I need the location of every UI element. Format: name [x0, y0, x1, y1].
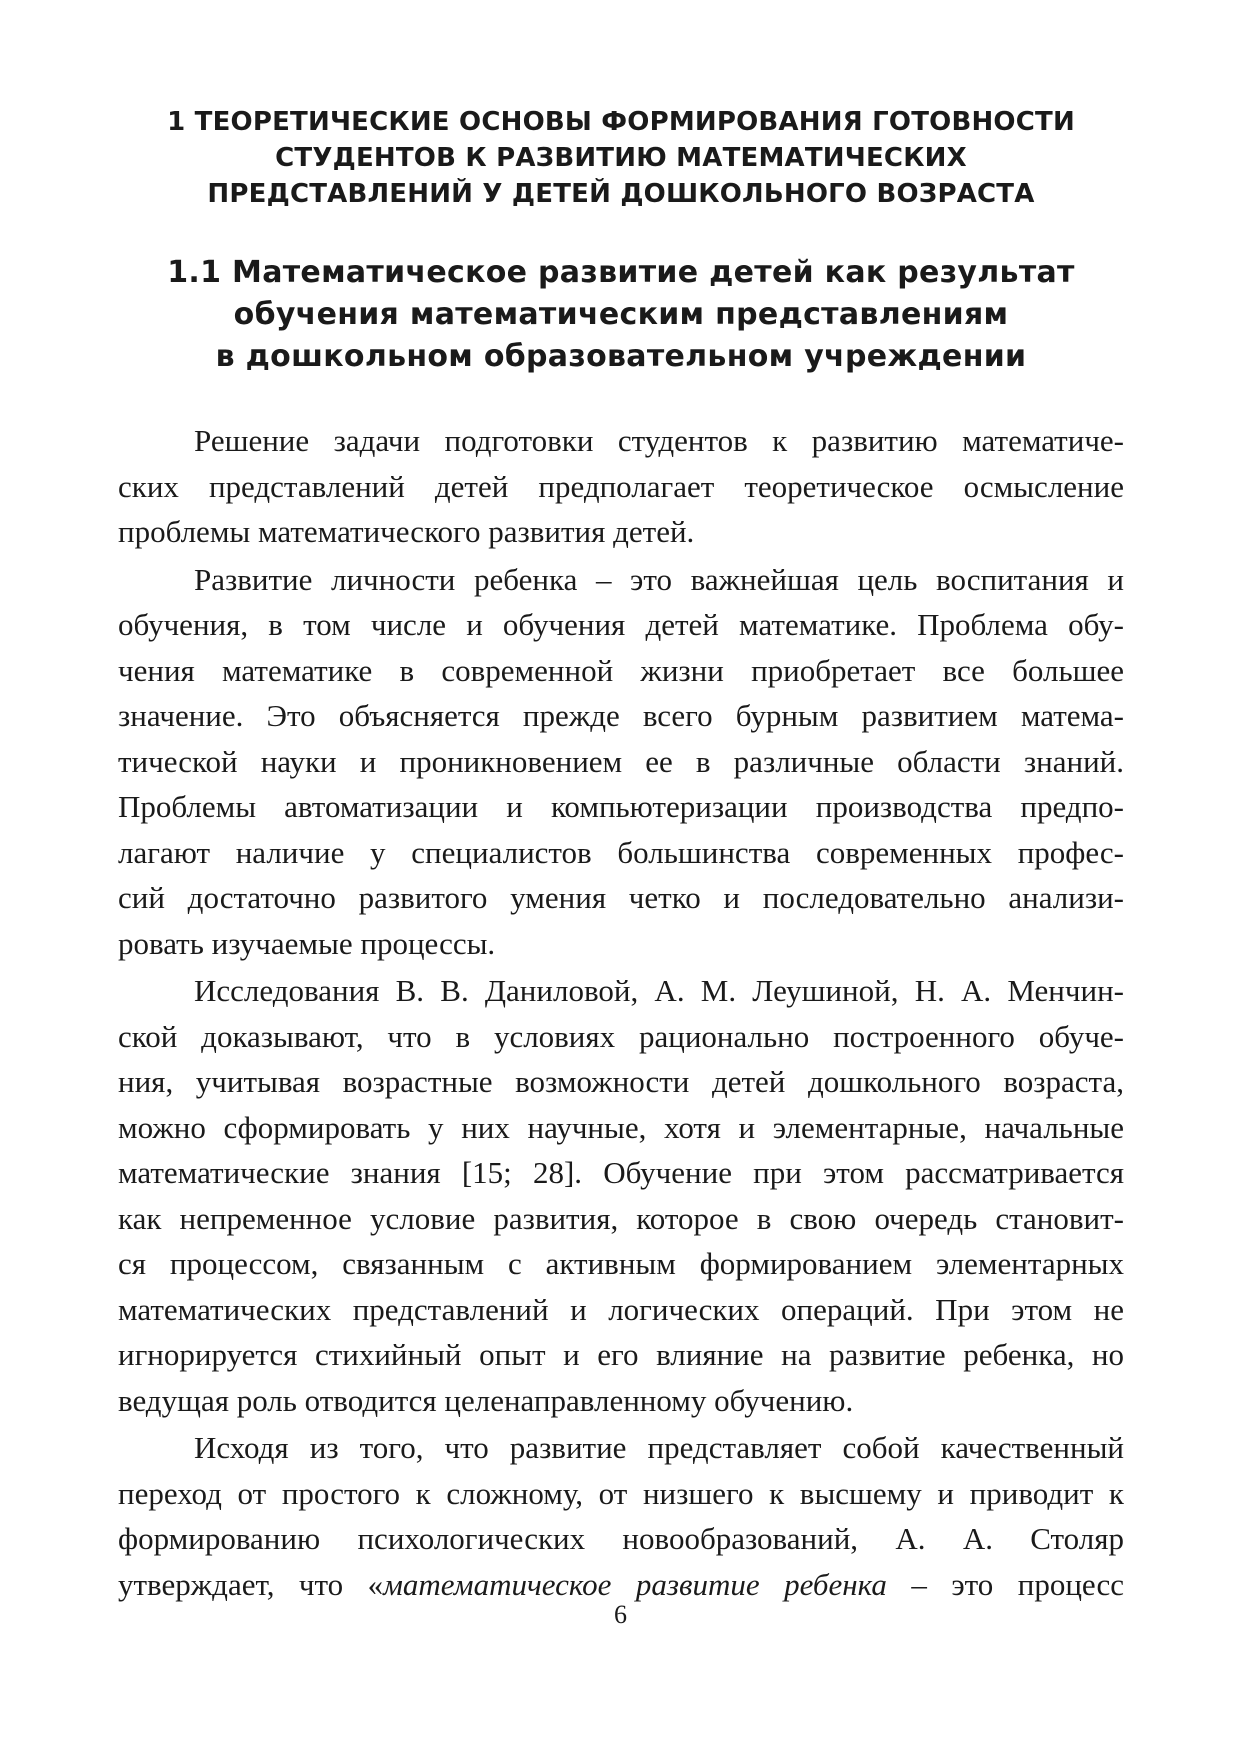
- text-line: можно сформировать у них научные, хотя и элементарные, начальные: [118, 1109, 1124, 1145]
- text-line: как непременное условие развития, которое в свою очередь становит-: [118, 1200, 1124, 1236]
- page-number: 6: [614, 1600, 627, 1629]
- text-line: ских представлений детей предполагает теоретическое осмысление: [118, 468, 1124, 504]
- chapter-title: [118, 104, 1124, 212]
- text-line: формированию психологических новообразований, А. А. Столяр: [118, 1521, 1124, 1556]
- chapter-title-line: СТУДЕНТОВ К РАЗВИТИЮ МАТЕМАТИЧЕСКИХ: [275, 143, 967, 173]
- section-title: [118, 252, 1124, 378]
- chapter-title-line: ПРЕДСТАВЛЕНИЙ У ДЕТЕЙ ДОШКОЛЬНОГО ВОЗРАСТА: [207, 179, 1035, 209]
- text-line: переход от простого к сложному, от низшего к высшему и приводит к: [118, 1475, 1124, 1511]
- text-line: чения математике в современной жизни приобретает все большее: [118, 652, 1124, 688]
- paragraph-4: [118, 1425, 1124, 1607]
- text-line: тической науки и проникновением ее в различные области знаний.: [118, 743, 1124, 779]
- document-page: [118, 104, 1124, 1609]
- body-text: [118, 418, 1124, 1607]
- text-line: лагают наличие у специалистов большинства современных профес-: [118, 834, 1124, 870]
- italic-term: математическое развитие ребенка: [383, 1566, 887, 1602]
- text-line: ской доказывают, что в условиях рационально построенного обуче-: [118, 1018, 1124, 1054]
- section-title-line: в дошкольном образовательном учреждении: [215, 339, 1027, 374]
- chapter-title-line: 1 ТЕОРЕТИЧЕСКИЕ ОСНОВЫ ФОРМИРОВАНИЯ ГОТОВНОСТИ: [167, 107, 1075, 137]
- text-line: сий достаточно развитого умения четко и последовательно анализи-: [118, 880, 1124, 915]
- text-line: Проблемы автоматизации и компьютеризации производства предпо-: [118, 789, 1124, 824]
- text-line: Решение задачи подготовки студентов к развитию математиче-: [194, 423, 1124, 458]
- section-title-line: обучения математическим представлениям: [233, 297, 1009, 332]
- text-line: ся процессом, связанным с активным формированием элементарных: [118, 1246, 1124, 1281]
- text-line: математические знания [15; 28]. Обучение при этом рассматривается: [118, 1155, 1124, 1190]
- text-line: ния, учитывая возрастные возможности детей дошкольного возраста,: [118, 1064, 1124, 1099]
- text-line: проблемы математического развития детей.: [118, 514, 695, 549]
- text-fragment: – это процесс: [886, 1566, 1124, 1602]
- text-line: математических представлений и логических операций. При этом не: [118, 1291, 1124, 1327]
- text-line: Исследования В. В. Даниловой, А. М. Леушиной, Н. А. Менчин-: [194, 973, 1124, 1008]
- text-line: ведущая роль отводится целенаправленному обучению.: [118, 1382, 854, 1418]
- text-fragment: утверждает, что «: [118, 1566, 384, 1602]
- text-line: обучения, в том числе и обучения детей математике. Проблема обу-: [118, 607, 1124, 642]
- text-line: Развитие личности ребенка – это важнейшая цель воспитания и: [194, 561, 1124, 597]
- paragraph-3: [118, 968, 1124, 1423]
- paragraph-2: [118, 557, 1124, 967]
- section-title-line: 1.1 Математическое развитие детей как результат: [167, 255, 1075, 290]
- text-line: игнорируется стихийный опыт и его влияние на развитие ребенка, но: [118, 1337, 1124, 1372]
- text-line: ровать изучаемые процессы.: [118, 925, 496, 961]
- text-line: Исходя из того, что развитие представляет собой качественный: [194, 1430, 1124, 1465]
- text-line: значение. Это объясняется прежде всего бурным развитием матема-: [118, 698, 1124, 733]
- paragraph-1: [118, 418, 1124, 555]
